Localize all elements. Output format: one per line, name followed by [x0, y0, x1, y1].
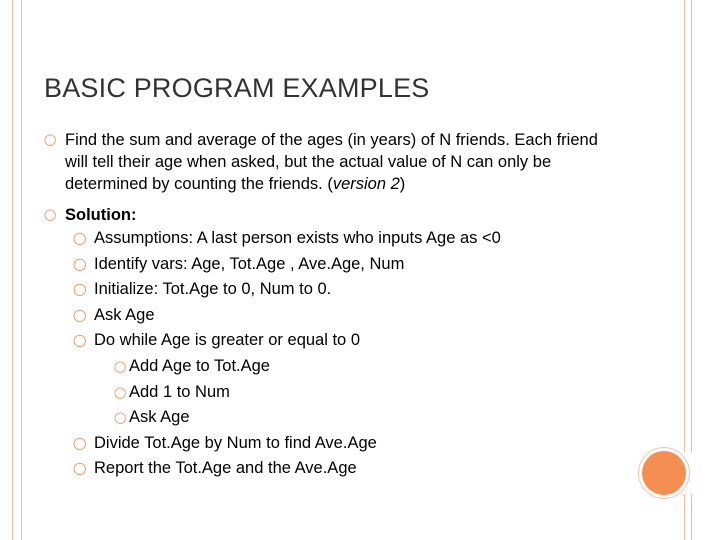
solution-step-text: Initialize: Tot.Age to 0, Num to 0. [94, 280, 332, 299]
right-decorative-frame-lower [684, 494, 692, 540]
bullet-icon: ◯ [73, 256, 87, 271]
slide-content [44, 129, 624, 482]
loop-step [44, 405, 624, 431]
problem-version: version 2 [332, 175, 400, 193]
bullet-icon: ◯ [114, 385, 127, 399]
decorative-orange-circle [642, 451, 686, 495]
solution-step-text: Divide Tot.Age by Num to find Ave.Age [94, 433, 377, 452]
loop-step-text: Add Age to Tot.Age [129, 356, 270, 375]
solution-step [44, 456, 624, 482]
solution-step [44, 226, 624, 252]
slide-title: BASIC PROGRAM EXAMPLES [44, 73, 430, 103]
solution-step [44, 303, 624, 329]
left-decorative-frame [12, 0, 22, 540]
solution-step-text: Do while Age is greater or equal to 0 [94, 331, 360, 350]
bullet-icon: ◯ [44, 208, 57, 221]
solution-step-text: Report the Tot.Age and the Ave.Age [94, 459, 357, 478]
solution-step [44, 277, 624, 303]
bullet-icon: ◯ [114, 411, 127, 425]
bullet-icon: ◯ [73, 333, 87, 348]
problem-text: Find the sum and average of the ages (in years) of N friends. Each friend will tell their age when asked, but the actual value of N can only be determined by counting the friends. ( [65, 131, 598, 193]
solution-step-text: Ask Age [94, 305, 155, 324]
solution-bullet [44, 204, 624, 226]
bullet-icon: ◯ [114, 359, 127, 373]
solution-step [44, 252, 624, 278]
solution-step [44, 328, 624, 354]
solution-step [44, 431, 624, 457]
bullet-icon: ◯ [73, 231, 87, 245]
solution-step-text: Assumptions: A last person exists who inputs Age as <0 [94, 229, 501, 247]
bullet-icon: ◯ [73, 307, 87, 322]
bullet-icon: ◯ [73, 435, 87, 450]
loop-step [44, 354, 624, 380]
problem-close: ) [399, 175, 406, 193]
bullet-icon: ◯ [73, 282, 87, 297]
loop-step-text: Ask Age [129, 408, 190, 427]
loop-step-text: Add 1 to Num [129, 382, 230, 401]
loop-step [44, 380, 624, 406]
bullet-icon: ◯ [44, 133, 57, 146]
right-decorative-frame [684, 0, 692, 452]
solution-step-text: Identify vars: Age, Tot.Age , Ave.Age, Num [94, 254, 405, 273]
bullet-icon: ◯ [73, 461, 87, 476]
solution-label: Solution: [65, 206, 137, 224]
problem-bullet [44, 129, 624, 195]
